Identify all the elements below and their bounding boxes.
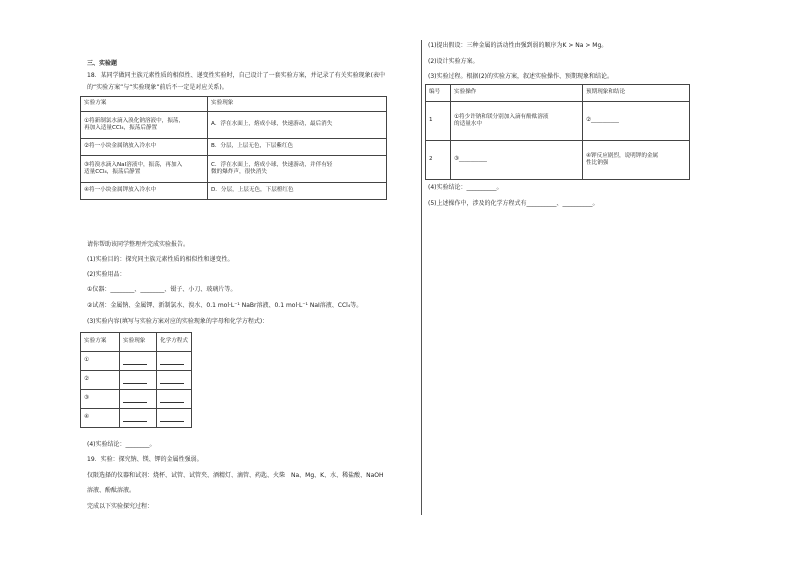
- observation-blank: [120, 371, 157, 390]
- observation-cell: [208, 112, 387, 139]
- observation-cell: [208, 156, 387, 183]
- plan-number: ④: [81, 409, 120, 428]
- purpose-line: (1)实验目的：探究同主族元素性质的相似性和递变性。: [87, 256, 234, 263]
- operation-cell: [451, 102, 583, 141]
- table-row: [81, 390, 192, 409]
- plan-cell: [81, 156, 208, 183]
- operation-text: ①将少许钠和镁分别加入滴有酚酞溶液: [454, 113, 549, 120]
- conclusion-line-right: (4)实验结论：__________。: [428, 184, 503, 191]
- header-plan: 实验方案: [81, 333, 120, 352]
- table-row: [81, 371, 192, 390]
- plan-cell: [81, 112, 208, 139]
- plan-number: ①: [81, 352, 120, 371]
- plan-cell: [81, 139, 208, 156]
- experiment-content-table: [80, 332, 192, 428]
- observation-text: B．分层，上层无色，下层紫红色: [211, 143, 294, 150]
- q19-title: 19．实验：探究钠、镁、钾的金属性强弱。: [87, 456, 203, 463]
- header-result: 预期现象和结论: [583, 85, 690, 102]
- header-plan: 实验方案: [81, 97, 208, 112]
- observation-blank: [120, 352, 157, 371]
- observation-cell: [208, 139, 387, 156]
- process-line: (3)实验过程。根据(2)的实验方案，叙述实验操作、预期现象和结论。: [428, 73, 613, 80]
- result-text: 性比钠强: [586, 160, 609, 166]
- equation-blank: [157, 390, 192, 409]
- help-line: 请你帮助该同学整理并完成实验报告。: [87, 241, 190, 248]
- header-number: 编号: [426, 85, 451, 102]
- table-row: [81, 156, 387, 183]
- operation-text: 的适量水中: [454, 121, 482, 127]
- result-cell: [583, 102, 690, 141]
- table-row: [81, 139, 387, 156]
- section-title: 三、实验题: [87, 60, 118, 67]
- table-row: [426, 102, 690, 141]
- table-row: [81, 409, 192, 428]
- observation-blank: [120, 409, 157, 428]
- equation-blank: [157, 352, 192, 371]
- table-row: [81, 183, 387, 200]
- q19-line-2: 溶液、酚酞溶液。: [87, 487, 136, 494]
- observation-text: 微的爆炸声，很快消失: [211, 169, 267, 175]
- q18-intro-line-2: 的“实验方案”与“实验现象”前后不一定是对应关系)。: [87, 84, 228, 91]
- plan-number: ③: [81, 390, 120, 409]
- header-observation: 实验现象: [208, 97, 387, 112]
- q18-intro-line-1: 18．某同学做同主族元素性质的相似性、递变性实验时，自己设计了一套实验方案，并记录了有关实验现象(表中: [87, 72, 385, 79]
- table-header-row: [81, 333, 192, 352]
- header-observation: 实验现象: [120, 333, 157, 352]
- table-header-row: [81, 97, 387, 112]
- observation-text: A．浮在水面上，熔成小球，快速游动，最后消失: [211, 121, 333, 128]
- plan-observation-table: [80, 96, 387, 200]
- observation-blank: [120, 390, 157, 409]
- table-row: [426, 141, 690, 180]
- operation-cell: [451, 141, 583, 180]
- plan-text: 再加入适量CCl₄，振荡后静置: [84, 125, 158, 131]
- hypothesis-line: (1)提出假设：三种金属的活动性由强到弱的顺序为K > Na > Mg。: [428, 42, 608, 49]
- operation-text: ③__________: [454, 156, 487, 163]
- content-line: (3)实验内容(填写与实验方案对应的实验现象的字母和化学方程式)：: [87, 318, 269, 325]
- plan-text: ②将一小块金属钠放入冷水中: [84, 143, 157, 150]
- observation-text: C．浮在水面上，熔成小球，快速游动，并伴有轻: [211, 161, 333, 168]
- reagents-line: ②试剂：金属钠、金属钾、新制氯水、溴水、0.1 mol·L⁻¹ NaBr溶液、0.1 mol·L⁻¹ NaI溶液、CCl₄等。: [87, 302, 363, 309]
- column-divider: [421, 40, 422, 515]
- result-text: ②__________: [586, 117, 619, 124]
- header-operation: 实验操作: [451, 85, 583, 102]
- materials-line: (2)实验用品：: [87, 271, 126, 278]
- observation-text: D．分层，上层无色，下层橙红色: [211, 187, 294, 194]
- plan-text: 适量CCl₄，振荡后静置: [84, 169, 141, 175]
- table-header-row: [426, 85, 690, 102]
- table-row: [81, 352, 192, 371]
- design-line: (2)设计实验方案。: [428, 58, 479, 65]
- plan-cell: [81, 183, 208, 200]
- instruments-line: ①仪器：________、________、镊子、小刀、玻璃片等。: [87, 286, 237, 293]
- plan-text: ④将一小块金属钾放入冷水中: [84, 187, 157, 194]
- equation-blank: [157, 371, 192, 390]
- observation-cell: [208, 183, 387, 200]
- header-equation: 化学方程式: [157, 333, 192, 352]
- table-row: [81, 112, 387, 139]
- row-number: 2: [426, 141, 451, 180]
- q19-line-3: 完成以下实验探究过程：: [87, 503, 154, 510]
- equation-blank: [157, 409, 192, 428]
- plan-text: ①将新制氯水滴入溴化钠溶液中，振荡，: [84, 117, 185, 124]
- result-cell: [583, 141, 690, 180]
- procedure-table: [425, 84, 690, 180]
- equation-line: (5)上述操作中，涉及的化学方程式有__________、__________。: [428, 200, 599, 207]
- row-number: 1: [426, 102, 451, 141]
- plan-text: ③将溴水滴入NaI溶液中，振荡，再加入: [84, 161, 183, 168]
- conclusion-line: (4)实验结论：________。: [87, 441, 156, 448]
- result-text: ④钾反应剧烈，说明钾的金属: [586, 152, 659, 159]
- q19-line-1: 仅限选择的仪器和试剂：烧杯、试管、试管夹、酒精灯、滴管、药匙、火柴 Na、Mg、K、水、稀盐酸、NaOH: [87, 472, 384, 479]
- plan-number: ②: [81, 371, 120, 390]
